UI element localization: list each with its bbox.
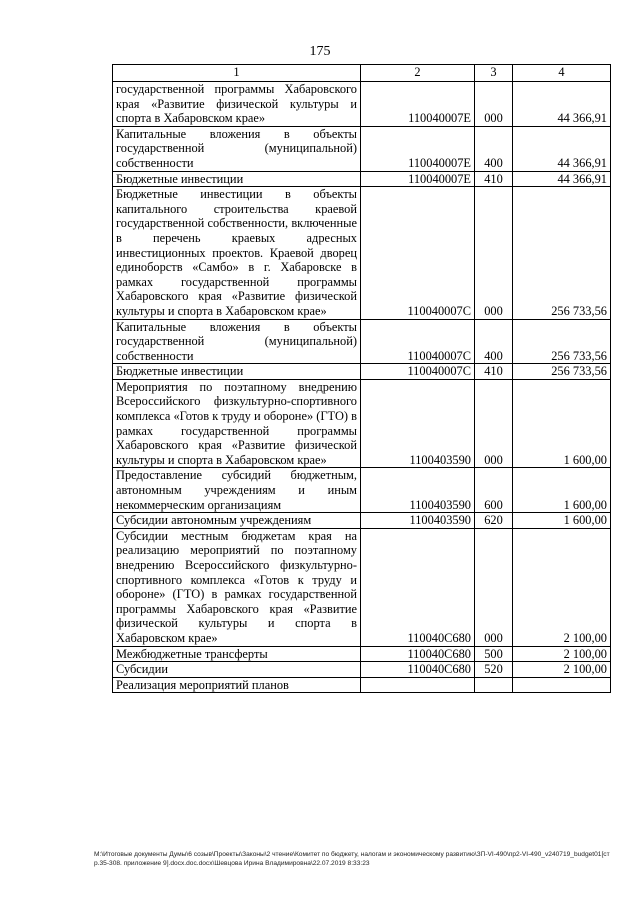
row-expense-type: 600	[475, 468, 513, 513]
row-expense-type: 410	[475, 364, 513, 380]
row-target-code: 110040007C	[361, 187, 475, 319]
header-col-1: 1	[113, 65, 361, 82]
table-row	[113, 187, 611, 319]
row-description: Субсидии	[113, 662, 361, 678]
row-target-code: 110040С680	[361, 646, 475, 662]
row-description: Бюджетные инвестиции	[113, 364, 361, 380]
row-amount: 44 366,91	[513, 171, 611, 187]
row-amount: 2 100,00	[513, 662, 611, 678]
row-amount: 1 600,00	[513, 468, 611, 513]
row-amount: 44 366,91	[513, 82, 611, 127]
row-description: государственной программы Хабаровского края «Развитие физической культуры и спорта в Хабаровском крае»	[113, 82, 361, 127]
header-col-2: 2	[361, 65, 475, 82]
row-amount: 256 733,56	[513, 319, 611, 364]
row-target-code: 110040007C	[361, 364, 475, 380]
table-row	[113, 646, 611, 662]
row-target-code: 110040007E	[361, 82, 475, 127]
row-target-code	[361, 677, 475, 693]
table-row	[113, 677, 611, 693]
row-amount: 1 600,00	[513, 379, 611, 468]
table-row	[113, 126, 611, 171]
file-path-footer: M:\Итоговые документы Думы\6 созыв\Проекты\Законы\2 чтение\Комитет по бюджету, налогам и экономическому развитию\ЗП-VI-490\пр2-VI-490_v240719_budget01[стр.35-308. приложение 9].docx.doc.docx\Шевцова Ирина Владимировна\22.07.2019 8:33:23	[94, 851, 610, 867]
budget-table	[112, 64, 611, 693]
page-number: 175	[309, 44, 331, 59]
row-amount: 44 366,91	[513, 126, 611, 171]
row-target-code: 1100403590	[361, 379, 475, 468]
row-description: Предоставление субсидий бюджетным, автономным учреждениям и иным некоммерческим организациям	[113, 468, 361, 513]
table-row	[113, 364, 611, 380]
row-description: Межбюджетные трансферты	[113, 646, 361, 662]
row-description: Бюджетные инвестиции	[113, 171, 361, 187]
row-target-code: 110040007E	[361, 171, 475, 187]
row-target-code: 1100403590	[361, 513, 475, 529]
row-expense-type: 000	[475, 528, 513, 646]
row-description: Бюджетные инвестиции в объекты капитального строительства краевой государственной собственности, включенные в перечень краевых адресных инвестиционных проектов. Краевой дворец единоборств «Самбо» в г. Хабаровске в рамках государственной программы Хабаровского края «Развитие физической культуры и спорта в Хабаровском крае»	[113, 187, 361, 319]
row-description: Капитальные вложения в объекты государственной (муниципальной) собственности	[113, 126, 361, 171]
header-col-3: 3	[475, 65, 513, 82]
row-amount: 256 733,56	[513, 187, 611, 319]
table-row	[113, 513, 611, 529]
row-target-code: 110040007C	[361, 319, 475, 364]
row-expense-type: 400	[475, 319, 513, 364]
table-row	[113, 171, 611, 187]
table-row	[113, 528, 611, 646]
row-description: Мероприятия по поэтапному внедрению Всероссийского физкультурно-спортивного комплекса «Готов к труду и обороне» (ГТО) в рамках государственной программы Хабаровского края «Развитие физической культуры и спорта в Хабаровском крае»	[113, 379, 361, 468]
header-col-4: 4	[513, 65, 611, 82]
row-expense-type: 520	[475, 662, 513, 678]
row-expense-type	[475, 677, 513, 693]
row-amount: 2 100,00	[513, 646, 611, 662]
row-target-code: 110040С680	[361, 662, 475, 678]
table-row	[113, 468, 611, 513]
row-amount: 256 733,56	[513, 364, 611, 380]
row-expense-type: 620	[475, 513, 513, 529]
row-target-code: 110040С680	[361, 528, 475, 646]
row-expense-type: 400	[475, 126, 513, 171]
row-description: Капитальные вложения в объекты государственной (муниципальной) собственности	[113, 319, 361, 364]
row-description: Субсидии автономным учреждениям	[113, 513, 361, 529]
row-amount: 2 100,00	[513, 528, 611, 646]
row-amount: 1 600,00	[513, 513, 611, 529]
row-expense-type: 000	[475, 82, 513, 127]
row-target-code: 1100403590	[361, 468, 475, 513]
table-row	[113, 82, 611, 127]
row-description: Реализация мероприятий планов	[113, 677, 361, 693]
row-description: Субсидии местным бюджетам края на реализацию мероприятий по поэтапному внедрению Всероссийского физкультурно-спортивного комплекса «Готов к труду и обороне» (ГТО) в рамках государственной программы Хабаровского края «Развитие физической культуры и спорта в Хабаровском крае»	[113, 528, 361, 646]
row-expense-type: 410	[475, 171, 513, 187]
table-row	[113, 319, 611, 364]
row-target-code: 110040007E	[361, 126, 475, 171]
row-expense-type: 000	[475, 187, 513, 319]
table-row	[113, 662, 611, 678]
row-amount	[513, 677, 611, 693]
row-expense-type: 000	[475, 379, 513, 468]
row-expense-type: 500	[475, 646, 513, 662]
table-header-row	[113, 65, 611, 82]
table-row	[113, 379, 611, 468]
